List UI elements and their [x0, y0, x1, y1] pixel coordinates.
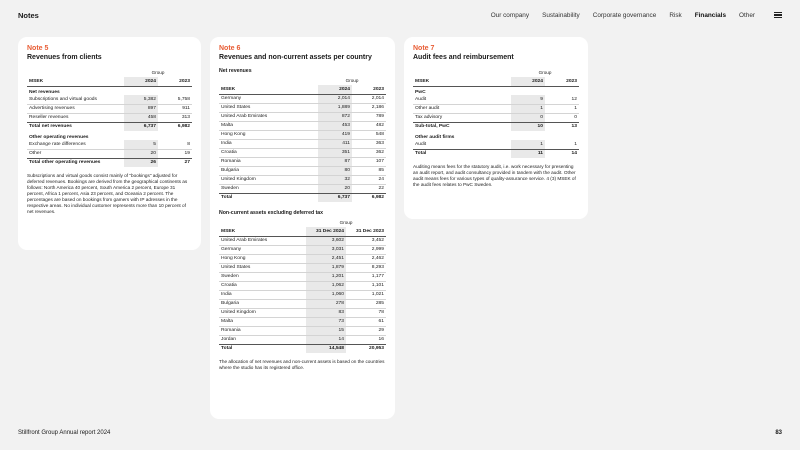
note5-title: Revenues from clients [27, 54, 102, 61]
table-row: Croatia 1,062 1,101 [221, 283, 384, 288]
note5-year-2: 2023 [158, 77, 192, 86]
note5-card [18, 37, 201, 250]
note6-card [210, 37, 395, 419]
table-row: Romania 87 107 [221, 159, 384, 164]
nav-financials[interactable]: Financials [694, 11, 727, 19]
note6-assets-date-2: 31 Dec 2023 [346, 227, 386, 236]
note6-assets-total: Total 14,548 20,953 [219, 344, 386, 353]
main-nav [491, 12, 782, 19]
table-row: United Kingdom 32 24 [221, 177, 384, 182]
table-row: United States 1,879 8,293 [221, 265, 384, 270]
table-row: United Arab Emirates 3,602 3,452 [221, 238, 384, 243]
note7-other-head: Other audit firms [415, 134, 455, 140]
nav-sustainability[interactable]: Sustainability [542, 11, 580, 19]
note6-revenue-table [219, 76, 386, 202]
note5-year-1: 2024 [124, 77, 158, 86]
table-row: Other audit 1 1 [415, 106, 577, 111]
note6-year-1: 2024 [318, 85, 352, 94]
note6-number: Note 6 [219, 45, 241, 52]
table-row: India 1,060 1,021 [221, 292, 384, 297]
note6-assets-date-1: 31 Dec 2024 [306, 227, 346, 236]
table-row: Malta 453 482 [221, 123, 384, 128]
table-row: Other 20 19 [29, 151, 190, 156]
note5-other-head: Other operating revenues [29, 134, 89, 140]
table-row: Croatia 351 362 [221, 150, 384, 155]
note5-number: Note 5 [27, 45, 49, 52]
table-row: Sweden 1,201 1,177 [221, 274, 384, 279]
note6-net-head: Net revenues [219, 68, 252, 74]
note5-col-label: MSEK [27, 77, 124, 86]
note6-assets-group-label: Group [339, 220, 353, 225]
table-row: Sweden 20 22 [221, 186, 384, 191]
note6-assets-col-label: MSEK [219, 227, 306, 236]
section-title: Notes [18, 10, 39, 20]
note6-text: The allocation of net revenues and non-current assets is based on the countries where the studio has its registered office. [219, 359, 385, 370]
table-row: Exchange rate differences 5 8 [27, 140, 192, 149]
table-row: Subscriptions and virtual goods 5,382 5,758 [27, 95, 192, 104]
note7-pwc-head: PwC [415, 89, 426, 95]
note7-pwc-total: Sub-total, PwC 10 13 [413, 122, 579, 131]
table-row: Advertising revenues 897 911 [29, 106, 190, 111]
note7-table [413, 68, 579, 158]
note6-assets-head: Non-current assets excluding deferred tax [219, 210, 324, 216]
table-row: Germany 3,031 2,999 [221, 247, 384, 252]
table-row: Audit 9 12 [413, 95, 579, 104]
footer-report-title: Stillfront Group Annual report 2024 [18, 430, 111, 436]
table-row: Germany 2,014 2,014 [221, 96, 384, 101]
table-row: Reseller revenues 458 313 [29, 115, 190, 120]
table-row: Hong Kong 2,451 2,462 [221, 256, 384, 261]
note7-total: Total 11 14 [413, 149, 579, 158]
note6-assets-table [219, 218, 386, 353]
note6-group-label: Group [345, 78, 359, 83]
note5-net-head: Net revenues [29, 89, 60, 95]
table-row: Bulgaria 278 285 [221, 301, 384, 306]
note6-year-2: 2023 [352, 85, 386, 94]
note7-title: Audit fees and reimbursement [413, 54, 514, 61]
nav-corporate-governance[interactable]: Corporate governance [592, 11, 657, 19]
note6-total: Total 6,737 6,982 [219, 193, 386, 202]
top-bar [0, 0, 800, 30]
note5-table [27, 68, 192, 167]
table-row: India 411 363 [221, 141, 384, 146]
note7-year-1: 2024 [511, 77, 545, 86]
note7-col-label: MSEK [413, 77, 511, 86]
note5-net-total: Total net revenues 6,737 6,982 [27, 122, 192, 131]
nav-other[interactable]: Other [739, 11, 755, 19]
note7-card [404, 37, 588, 219]
note7-number: Note 7 [413, 45, 435, 52]
table-row: Malta 73 61 [221, 319, 384, 324]
note7-year-2: 2023 [545, 77, 579, 86]
note5-text: Subscriptions and virtual goods consist mainly of "bookings" adjusted for deferred revenues. Bookings are derived from the geographical continents as follows: North America 40 percent, South America 2 percent, Europe 31 percent, Africa 1 percent, Asia 23 percent, and Oceania 2 percent. The percentages are based on bookings from gamers with IP adresses in the respective areas. No individual customer represents more than 10 percent of net revenues. [27, 173, 188, 214]
table-row: Audit 1 1 [413, 140, 579, 149]
note7-text: Auditing means fees for the statutory audit, i.e. work necessary for presenting an audit report, and audit consultancy provided in tandem with the audit. Other audit means fees for various types of quality-assurance service. 4 (3) MSEK of the audit fees relates to PwC Sweden. [413, 164, 576, 187]
footer-page-number: 83 [775, 430, 782, 436]
table-row: Jordan 14 16 [221, 337, 384, 342]
note6-title: Revenues and non-current assets per country [219, 54, 372, 61]
note5-group-label: Group [151, 70, 165, 75]
note6-col-label: MSEK [219, 85, 318, 94]
table-row: United States 1,889 2,186 [221, 105, 384, 110]
table-row: Romania 15 29 [221, 328, 384, 333]
nav-risk[interactable]: Risk [669, 11, 682, 19]
table-row: Tax advisory 0 0 [415, 115, 577, 120]
table-row: Bulgaria 80 85 [221, 168, 384, 173]
table-row: Hong Kong 419 548 [221, 132, 384, 137]
note7-group-label: Group [538, 70, 552, 75]
menu-icon[interactable] [774, 12, 782, 18]
table-row: United Kingdom 83 78 [221, 310, 384, 315]
nav-our-company[interactable]: Our company [490, 11, 530, 19]
note5-other-total: Total other operating revenues 26 27 [27, 158, 192, 167]
table-row: United Arab Emirates 872 789 [221, 114, 384, 119]
